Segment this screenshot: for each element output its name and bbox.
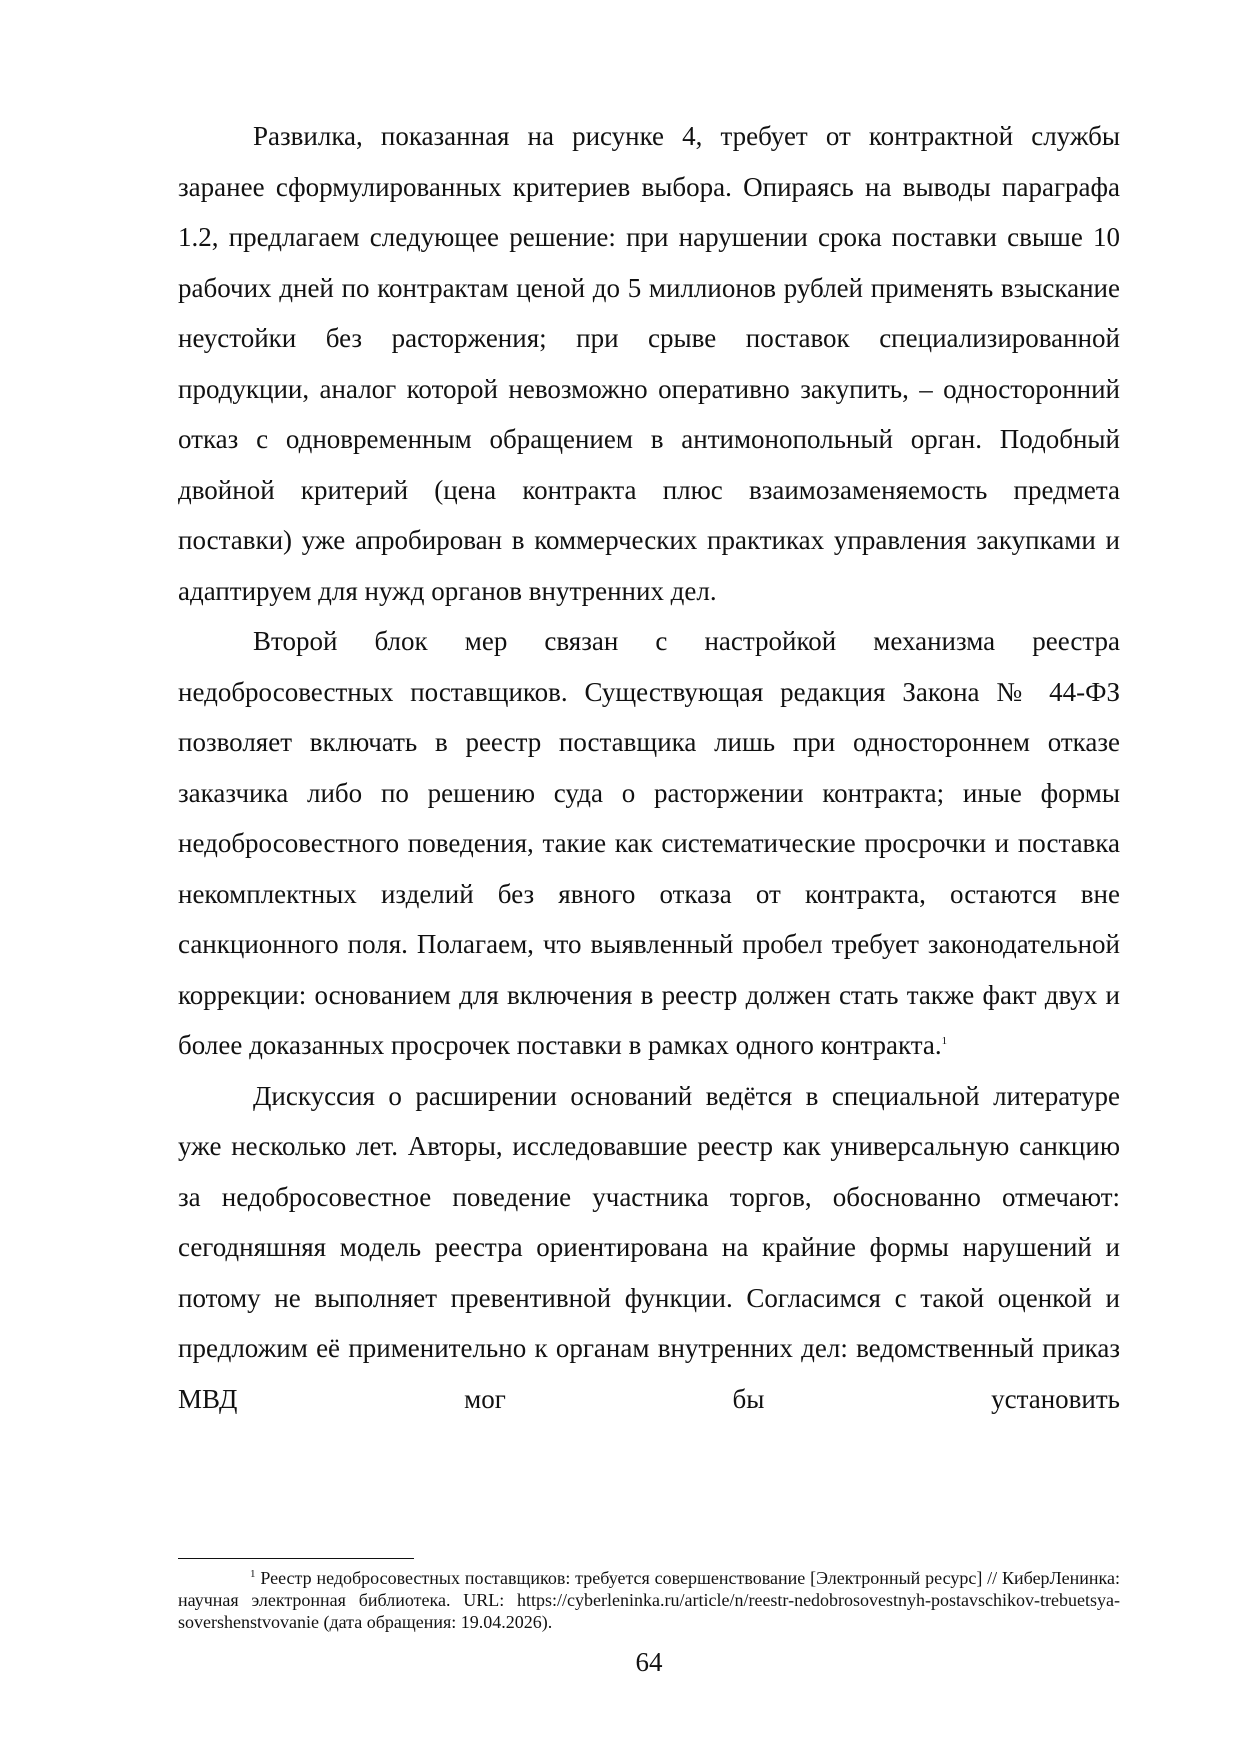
paragraph-supplier-registry <box>178 616 1120 1071</box>
page-number: 64 <box>635 1647 663 1677</box>
footnote <box>178 1567 1120 1633</box>
footnote-marker: 1 <box>250 1568 256 1580</box>
paragraph-registry-discussion: Дискуссия о расширении оснований ведётся в специальной литературе уже несколько лет. Авторы, исследовавшие реестр как универсальную санкцию за недобросовестное поведение участника торгов, обоснованно отмечают: сегодняшняя модель реестра ориентирована на крайние формы нарушений и потому не выполняет превентивной функции. Согласимся с такой оценкой и предложим её применительно к органам внутренних дел: ведомственный приказ МВД мог бы установить <box>178 1080 1120 1414</box>
footnote-reference[interactable]: 1 <box>941 1035 948 1047</box>
footnote-text: Реестр недобросовестных поставщиков: требуется совершенствование [Электронный ресурс] // КиберЛенинка: научная электронная библиотека. URL: https://cyberleninka.ru/article/n/reestr-nedobrosovestnyh-postavschikov-trebuetsya-sovershenstvovanie (дата обращения: 19.04.2026). <box>178 1568 1120 1632</box>
paragraph-procurement-criteria: Развилка, показанная на рисунке 4, требует от контрактной службы заранее сформулированных критериев выбора. Опираясь на выводы параграфа 1.2, предлагаем следующее решение: при нарушении срока поставки свыше 10 рабочих дней по контрактам ценой до 5 миллионов рублей применять взыскание неустойки без расторжения; при срыве поставок специализированной продукции, аналог которой невозможно оперативно закупить, – односторонний отказ с одновременным обращением в антимонопольный орган. Подобный двойной критерий (цена контракта плюс взаимозаменяемость предмета поставки) уже апробирован в коммерческих практиках управления закупками и адаптируем для нужд органов внутренних дел. <box>178 121 1120 606</box>
page-body <box>178 111 1120 1424</box>
paragraph-supplier-registry-text: Второй блок мер связан с настройкой механизма реестра недобросовестных поставщиков. Существующая редакция Закона № 44-ФЗ позволяет включать в реестр поставщика лишь при одностороннем отказе заказчика либо по решению суда о расторжении контракта; иные формы недобросовестного поведения, такие как систематические просрочки и поставка некомплектных изделий без явного отказа от контракта, остаются вне санкционного поля. Полагаем, что выявленный пробел требует законодательной коррекции: основанием для включения в реестр должен стать также факт двух и более доказанных просрочек поставки в рамках одного контракта. <box>178 626 1120 1060</box>
footnote-separator <box>178 1558 414 1559</box>
